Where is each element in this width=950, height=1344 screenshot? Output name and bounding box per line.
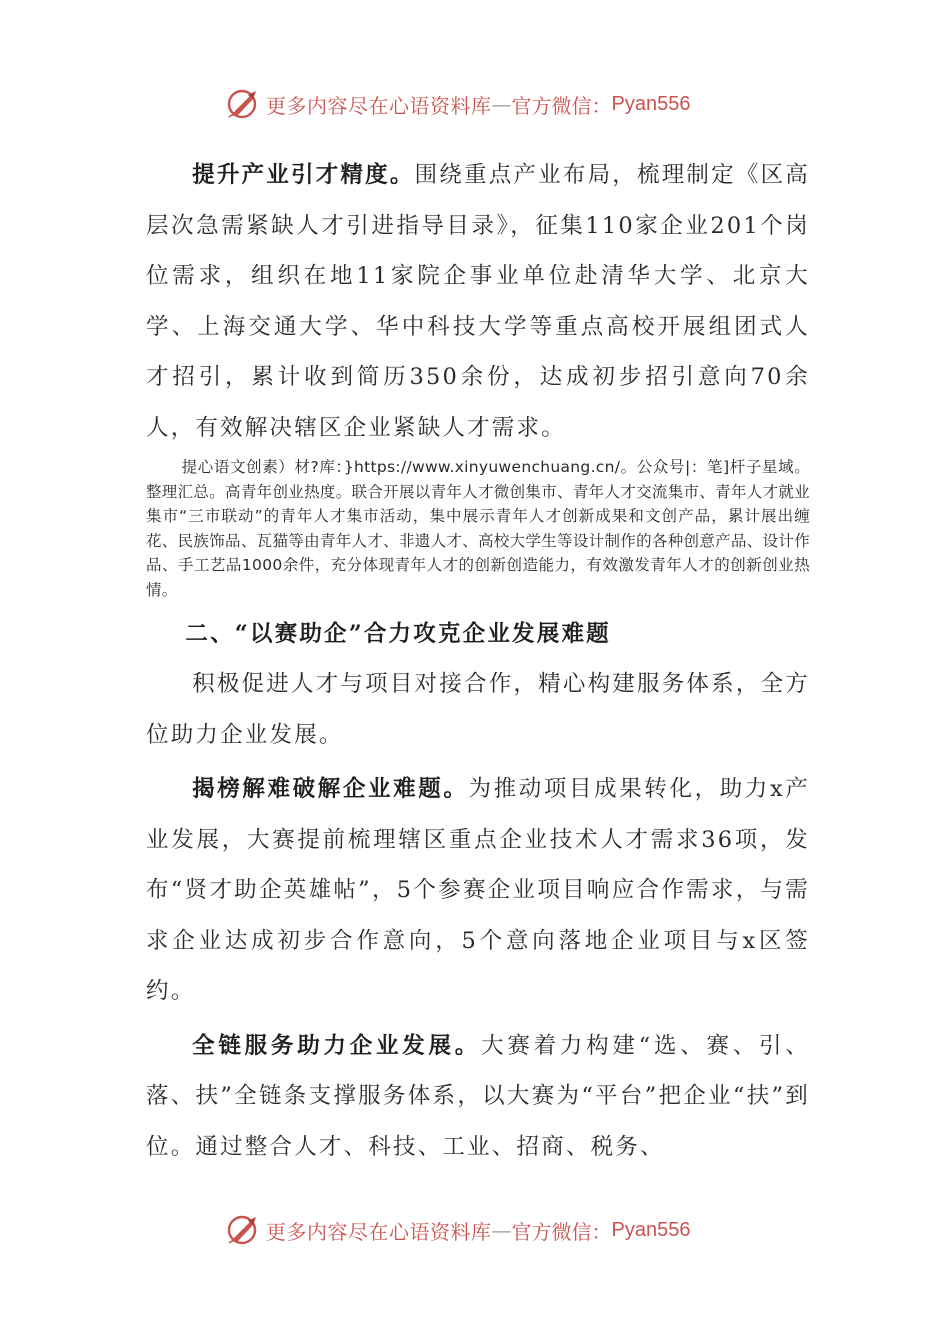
paragraph-intro: 积极促进人才与项目对接合作，精心构建服务体系，全方位助力企业发展。 bbox=[146, 671, 810, 748]
paragraph-challenge bbox=[146, 764, 810, 1017]
paragraph-lead: 提升产业引才精度。 bbox=[192, 162, 415, 188]
footer-watermark bbox=[226, 1210, 690, 1250]
paragraph-lead: 揭榜解难破解企业难题。 bbox=[192, 776, 469, 803]
watermark-separator: — bbox=[491, 1218, 512, 1242]
watermark-wechat-id: Pyan556 bbox=[611, 92, 691, 115]
paragraph-body: 围绕重点产业布局，梳理制定《区高层次急需紧缺人才引进指导目录》，征集110家企业201个岗位需求，组织在地11家院企事业单位赴清华大学、北京大学、上海交通大学、华中科技大学等重点高校开展组团式人才招引，累计收到简历350余份，达成初步招引意向70余人，有效解决辖区企业紧缺人才需求。 bbox=[146, 162, 810, 441]
pen-logo-icon bbox=[226, 1213, 260, 1247]
paragraph-body: 大赛着力构建“选、赛、引、落、扶”全链条支撑服务体系，以大赛为“平台”把企业“扶”到位。通过整合人才、科技、工业、招商、税务、 bbox=[146, 1032, 810, 1160]
inserted-note: 提心语文创素）材?库：}https://www.xinyuwenchuang.cn/。公众号|：笔]杆子星域。整理汇总。高青年创业热度。联合开展以青年人才微创集市、青年人才交流集市、青年人才就业集市“三市联动”的青年人才集市活动，集中展示青年人才创新成果和文创产品，累计展出缠花、民族饰品、瓦猫等由青年人才、非遗人才、高校大学生等设计制作的各种创意产品、设计作品、手工艺品1000余件，充分体现青年人才的创新创造能力，有效激发青年人才的创新创业热情。 bbox=[146, 458, 810, 599]
watermark-right-text: 官方微信： bbox=[511, 1219, 612, 1244]
watermark-right-text: 官方微信： bbox=[511, 93, 612, 118]
pen-logo-icon bbox=[226, 87, 260, 121]
watermark-wechat-id: Pyan556 bbox=[611, 1218, 691, 1241]
paragraph-talent-precision bbox=[146, 150, 810, 453]
paragraph-body: 为推动项目成果转化，助力x产业发展，大赛提前梳理辖区重点企业技术人才需求36项，发布“贤才助企英雄帖”，5个参赛企业项目响应合作需求，与需求企业达成初步合作意向，5个意向落地企业项目与x区签约。 bbox=[146, 776, 810, 1005]
watermark-left-text: 更多内容尽在心语资料库 bbox=[266, 93, 492, 118]
watermark-left-text: 更多内容尽在心语资料库 bbox=[266, 1219, 492, 1244]
paragraph-lead: 全链服务助力企业发展。 bbox=[192, 1032, 482, 1059]
header-watermark bbox=[226, 84, 690, 124]
paragraph-full-chain bbox=[146, 1021, 810, 1173]
document-body bbox=[146, 150, 810, 1172]
section-heading: 二、“以赛助企”合力攻克企业发展难题 bbox=[185, 620, 611, 647]
watermark-separator: — bbox=[491, 92, 512, 116]
